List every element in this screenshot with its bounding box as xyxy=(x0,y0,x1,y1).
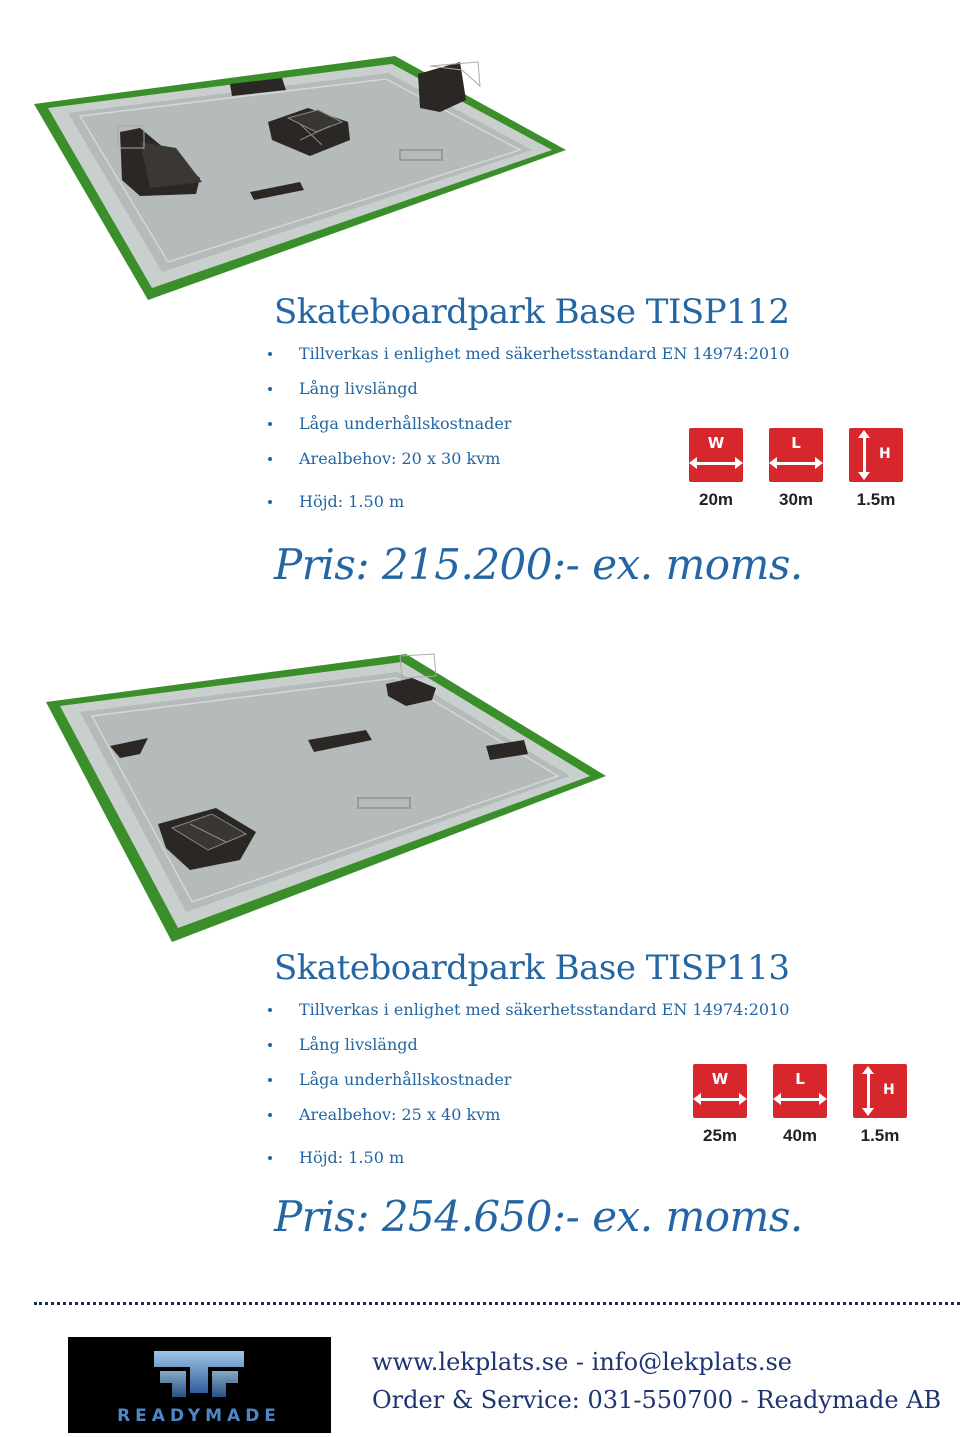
skatepark-render-tisp113 xyxy=(40,636,640,946)
svg-text:READYMADE: READYMADE xyxy=(117,1406,281,1426)
bullet-icon xyxy=(268,457,272,461)
bullet-icon xyxy=(268,1156,272,1160)
dimension-value: 40m xyxy=(782,1126,818,1145)
height-arrow-icon: H xyxy=(853,1064,907,1118)
bullet-icon xyxy=(268,387,272,391)
dimension-value: 25m xyxy=(702,1126,738,1145)
dimension-value: 30m xyxy=(778,490,814,509)
bullet-icon xyxy=(268,422,272,426)
product-title: Skateboardpark Base TISP113 xyxy=(274,948,790,988)
dimension-value: 1.5m xyxy=(860,1126,900,1145)
height-arrow-icon: H xyxy=(849,428,903,482)
contact-line: www.lekplats.se - info@lekplats.se xyxy=(372,1348,792,1376)
width-arrow-icon: W xyxy=(693,1064,747,1118)
order-line: Order & Service: 031-550700 - Readymade AB xyxy=(372,1386,942,1414)
bullet-icon xyxy=(268,352,272,356)
readymade-logo-icon xyxy=(68,1337,331,1433)
product-title: Skateboardpark Base TISP112 xyxy=(274,292,790,332)
bullet-icon xyxy=(268,500,272,504)
dimension-icons xyxy=(676,428,916,518)
product-price: Pris: 215.200:- ex. moms. xyxy=(274,540,803,589)
width-arrow-icon: W xyxy=(689,428,743,482)
skatepark-render-tisp112 xyxy=(0,0,620,330)
length-arrow-icon: L xyxy=(773,1064,827,1118)
dimension-icons xyxy=(680,1064,920,1154)
dimension-value: 20m xyxy=(698,490,734,509)
dotted-divider xyxy=(34,1302,960,1305)
bullet-icon xyxy=(268,1008,272,1012)
dimension-value: 1.5m xyxy=(856,490,896,509)
length-arrow-icon: L xyxy=(769,428,823,482)
product-price: Pris: 254.650:- ex. moms. xyxy=(274,1192,803,1241)
readymade-logo xyxy=(68,1337,331,1433)
bullet-icon xyxy=(268,1043,272,1047)
bullet-icon xyxy=(268,1113,272,1117)
bullet-icon xyxy=(268,1078,272,1082)
